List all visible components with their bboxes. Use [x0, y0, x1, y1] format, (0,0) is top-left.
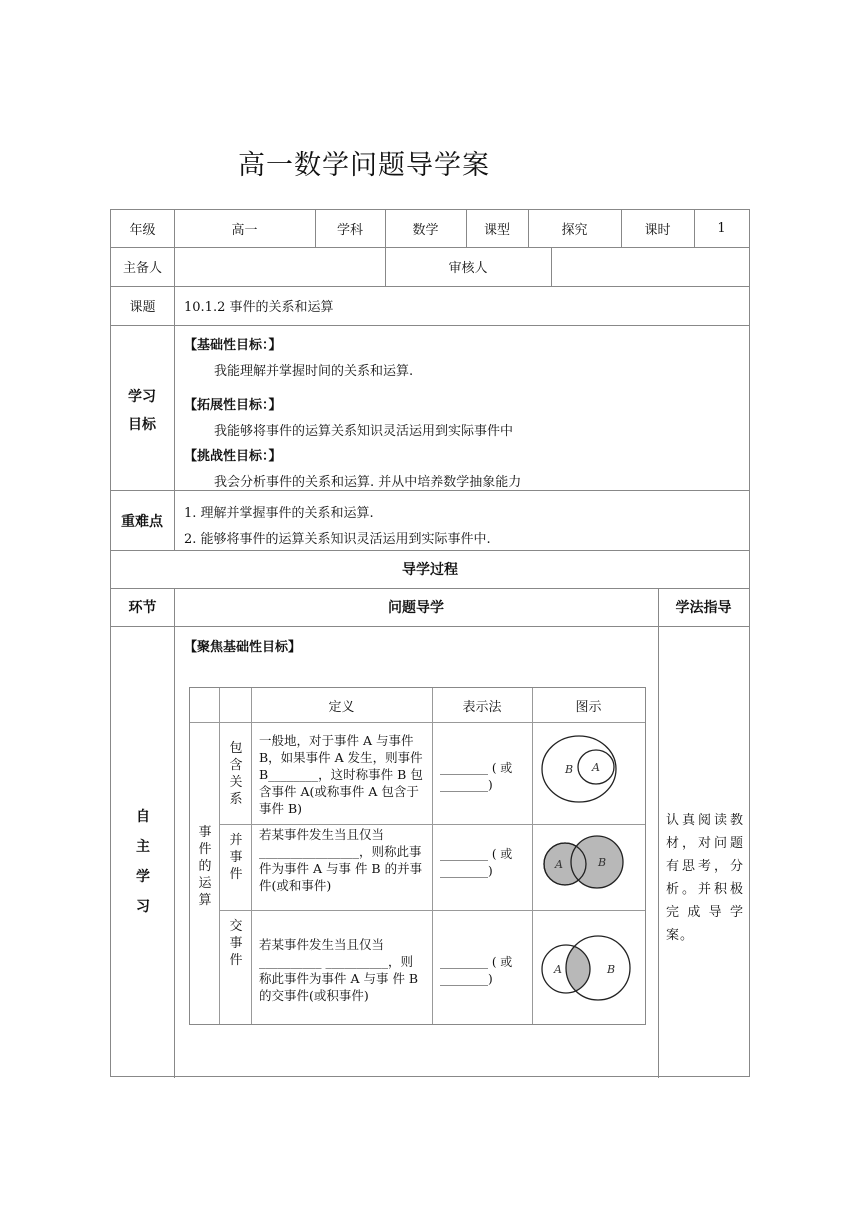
- group-label: 事件的运算: [198, 825, 212, 908]
- col-method: 学法指导: [675, 600, 732, 616]
- author-label: 主备人: [122, 261, 162, 276]
- method-guide-text: 认真阅读教材，对问题有思考，分析。并积极完成导学案。: [666, 813, 744, 943]
- row-name-intersection: 交事件: [229, 919, 243, 968]
- grade-value: 高一: [231, 223, 258, 238]
- row-name-union: 并事件: [229, 833, 243, 882]
- set-b-outer-circle: [542, 736, 616, 802]
- type-label: 课型: [483, 223, 510, 238]
- topic-label: 课题: [129, 300, 156, 315]
- definition-inclusion: 一般地，对于事件 A 与事件 B，如果事件 A 发生，则事件 B________，这时称事件 B 包含事件 A(或称事件 A 包含于事件 B): [259, 733, 427, 816]
- intersection-venn-diagram: [540, 928, 634, 1008]
- reviewer-value: [551, 247, 749, 286]
- label-a: A: [592, 761, 600, 774]
- col-stage: 环节: [128, 600, 157, 616]
- stage-char-4: 习: [136, 899, 150, 915]
- author-value: [174, 247, 385, 286]
- challenge-goal-text: 我会分析事件的关系和运算. 并从中培养数学抽象能力: [214, 475, 522, 490]
- row-name-inclusion: 包含关系: [229, 741, 243, 807]
- basic-goal-heading: 【基础性目标：】: [184, 338, 282, 353]
- notation-inclusion: ________ ( 或 ________): [440, 761, 513, 792]
- stage-char-1: 自: [136, 809, 150, 825]
- col-question: 问题导学: [388, 600, 444, 616]
- difficulty-item-2: 2. 能够将事件的运算关系知识灵活运用到实际事件中.: [184, 532, 491, 547]
- concept-table: [189, 687, 646, 1025]
- label-b: B: [565, 763, 574, 776]
- extend-goal-heading: 【拓展性目标：】: [184, 398, 282, 413]
- grade-label: 年级: [129, 223, 156, 238]
- difficulty-item-1: 1. 理解并掌握事件的关系和运算.: [184, 506, 374, 521]
- subject-label: 学科: [336, 223, 363, 238]
- col-notation: 表示法: [462, 699, 502, 715]
- stage-char-2: 主: [136, 839, 150, 855]
- col-definition: 定义: [328, 699, 355, 715]
- reviewer-label: 审核人: [448, 261, 488, 276]
- definition-union: 若某事件发生当且仅当________________，则称此事件为事件 A 与事 件 B 的并事件(或和事件): [259, 827, 423, 893]
- definition-intersection: 若某事件发生当且仅当__________ __________，则称此事件为事件 A 与事 件 B 的交事件(或积事件): [259, 937, 423, 1003]
- period-value: 1: [717, 221, 726, 236]
- col-figure: 图示: [575, 699, 602, 715]
- goals-label-2: 目标: [128, 417, 156, 433]
- label-b: B: [598, 856, 607, 869]
- difficulty-label: 重难点: [121, 514, 163, 530]
- goals-label-1: 学习: [128, 389, 156, 405]
- extend-goal-text: 我能够将事件的运算关系知识灵活运用到实际事件中: [214, 424, 514, 439]
- process-title: 导学过程: [402, 562, 458, 578]
- type-value: 探究: [561, 223, 588, 238]
- inclusion-venn-diagram: [540, 732, 622, 814]
- label-a: A: [554, 963, 562, 976]
- label-b: B: [607, 963, 616, 976]
- stage-char-3: 学: [136, 869, 150, 885]
- notation-intersection: ________ ( 或 ________): [440, 955, 513, 986]
- topic-value: 10.1.2 事件的关系和运算: [184, 300, 334, 315]
- union-venn-diagram: [540, 830, 630, 900]
- challenge-goal-heading: 【挑战性目标：】: [184, 449, 282, 464]
- focus-heading: 【聚焦基础性目标】: [184, 640, 302, 655]
- notation-union: ________ ( 或 ________): [440, 847, 513, 878]
- period-label: 课时: [644, 223, 671, 238]
- page-title: 高一数学问题导学案: [238, 150, 490, 181]
- subject-value: 数学: [412, 223, 439, 238]
- basic-goal-text: 我能理解并掌握时间的关系和运算.: [214, 364, 414, 379]
- lesson-plan-table: [110, 209, 750, 1077]
- label-a: A: [555, 858, 563, 871]
